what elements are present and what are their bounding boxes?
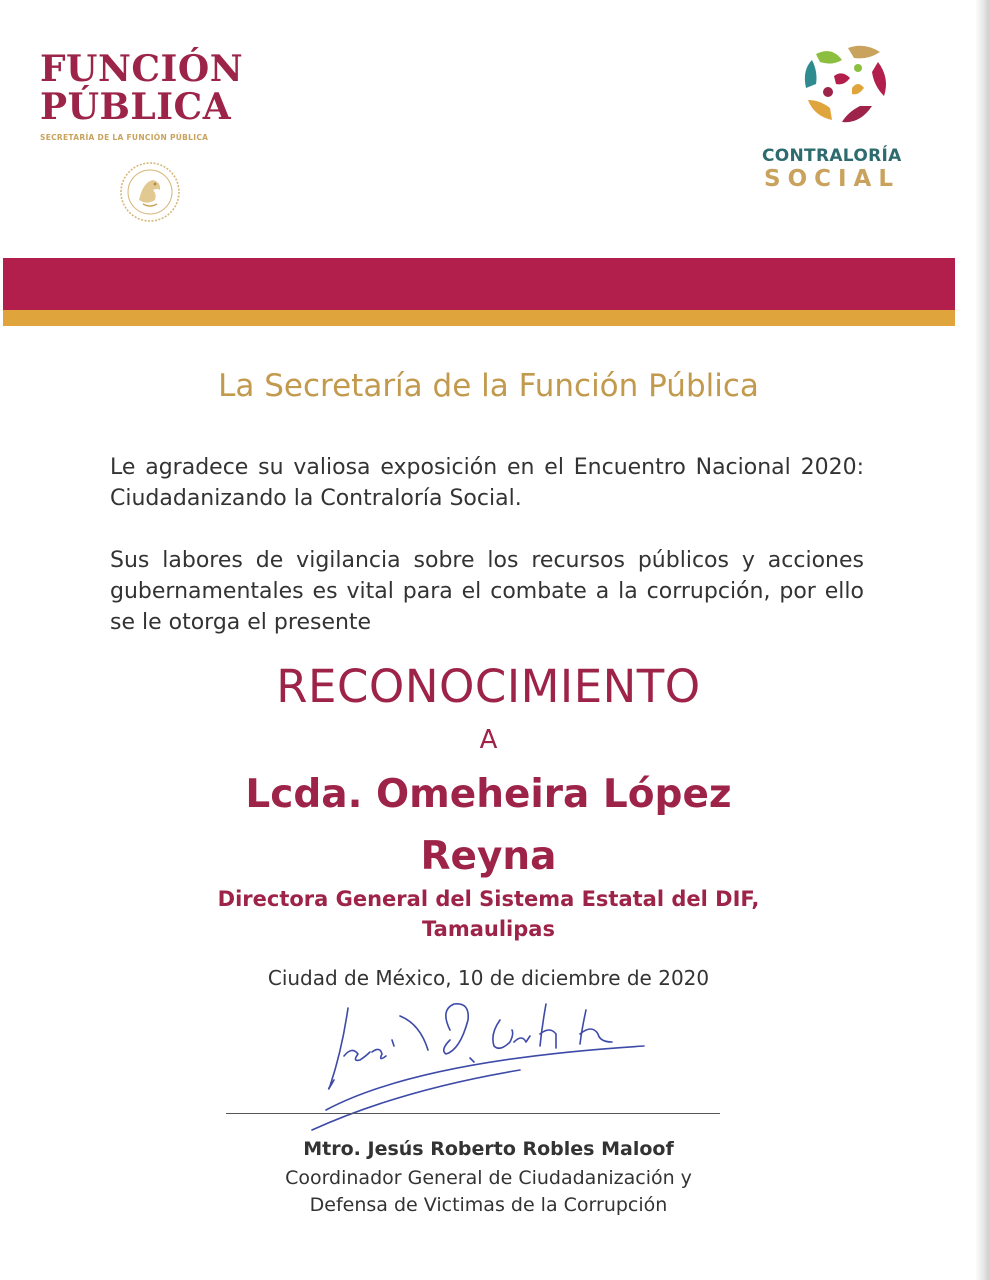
logo-line-publica: PÚBLICA [40,86,232,128]
signer-title [120,1165,857,1219]
recipient-name-line1: Lcda. Omeheira López [245,772,732,817]
contraloria-logo-line2: SOCIAL [764,166,901,192]
contraloria-logo-line1: CONTRALORÍA [762,146,902,166]
recipient-role-line1: Directora General del Sistema Estatal del DIF, [217,887,760,911]
thanks-paragraph: Le agradece su valiosa exposición en el Encuentro Nacional 2020: Ciudadanizando la Contraloría Social. [110,455,864,511]
page-edge [975,0,989,1280]
reason-paragraph: Sus labores de vigilancia sobre los recursos públicos y acciones gubernamentales es vital para el combate a la corrupción, por ello se le otorga el presente [110,548,864,635]
signer-title-line1: Coordinador General de Ciudadanización y [285,1167,692,1189]
preposition: A [479,725,498,755]
recipient-role-line2: Tamaulipas [422,917,555,941]
signer-title-line2: Defensa de Victimas de la Corrupción [309,1194,668,1216]
signer-name: Mtro. Jesús Roberto Robles Maloof [303,1138,674,1160]
logo-subtitle: SECRETARÍA DE LA FUNCIÓN PÚBLICA [40,133,209,142]
certificate-title: RECONOCIMIENTO [276,660,701,713]
handwritten-signature [300,990,650,1140]
funcion-publica-logo [40,50,260,142]
banner-accent-stripe [3,310,955,326]
contraloria-social-emblem-icon [798,40,898,132]
signature-line [226,1113,720,1114]
recipient-name [100,764,877,888]
logo-line-funcion: FUNCIÓN [40,48,244,90]
banner-band [3,258,955,310]
recipient-role [100,884,877,944]
recipient-name-line2: Reyna [420,834,557,879]
place-and-date: Ciudad de México, 10 de diciembre de 2020 [267,966,710,990]
certificate-heading: La Secretaría de la Función Pública [218,368,759,404]
national-seal-icon [113,160,187,224]
